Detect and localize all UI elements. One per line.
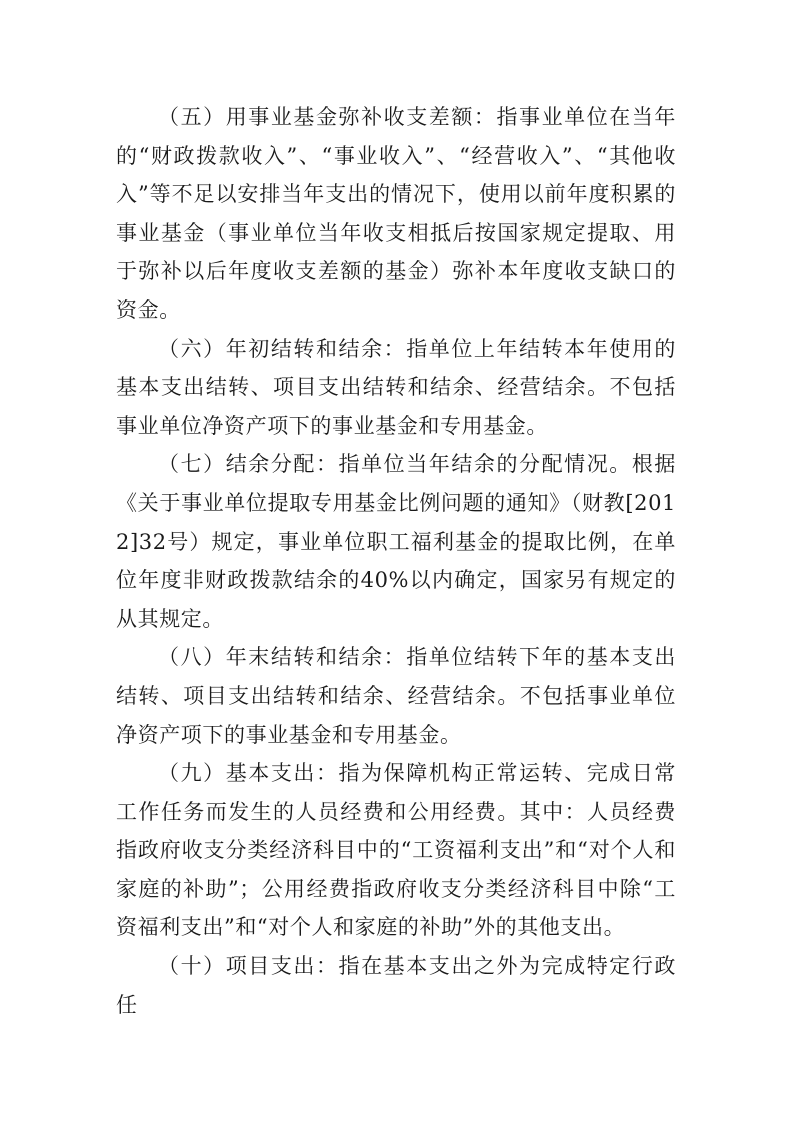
paragraph-9-basic-expenditure: （九）基本支出：指为保障机构正常运转、完成日常工作任务而发生的人员经费和公用经费。其中：人员经费指政府收支分类经济科目中的“工资福利支出”和“对个人和家庭的补助”；公用经费指政府收支分类经济科目中除“工资福利支出”和“对个人和家庭的补助”外的其他支出。 [116,761,676,940]
paragraph-8-closing-carryover: （八）年末结转和结余：指单位结转下年的基本支出结转、项目支出结转和结余、经营结余。不包括事业单位净资产项下的事业基金和专用基金。 [116,645,676,747]
paragraph-10-project-expenditure: （十）项目支出：指在基本支出之外为完成特定行政任 [116,954,676,1017]
paragraph-6-opening-carryover: （六）年初结转和结余：指单位上年结转本年使用的基本支出结转、项目支出结转和结余、经营结余。不包括事业单位净资产项下的事业基金和专用基金。 [116,336,676,438]
document-body [116,98,676,1024]
paragraph-5-fund-offset: （五）用事业基金弥补收支差额：指事业单位在当年的“财政拨款收入”、“事业收入”、“经营收入”、“其他收入”等不足以安排当年支出的情况下，使用以前年度积累的事业基金（事业单位当年收支相抵后按国家规定提取、用于弥补以后年度收支差额的基金）弥补本年度收支缺口的资金。 [116,105,676,322]
paragraph-7-surplus-distribution: （七）结余分配：指单位当年结余的分配情况。根据《关于事业单位提取专用基金比例问题的通知》（财教[2012]32号）规定，事业单位职工福利基金的提取比例，在单位年度非财政拨款结余的40%以内确定，国家另有规定的从其规定。 [116,452,676,631]
